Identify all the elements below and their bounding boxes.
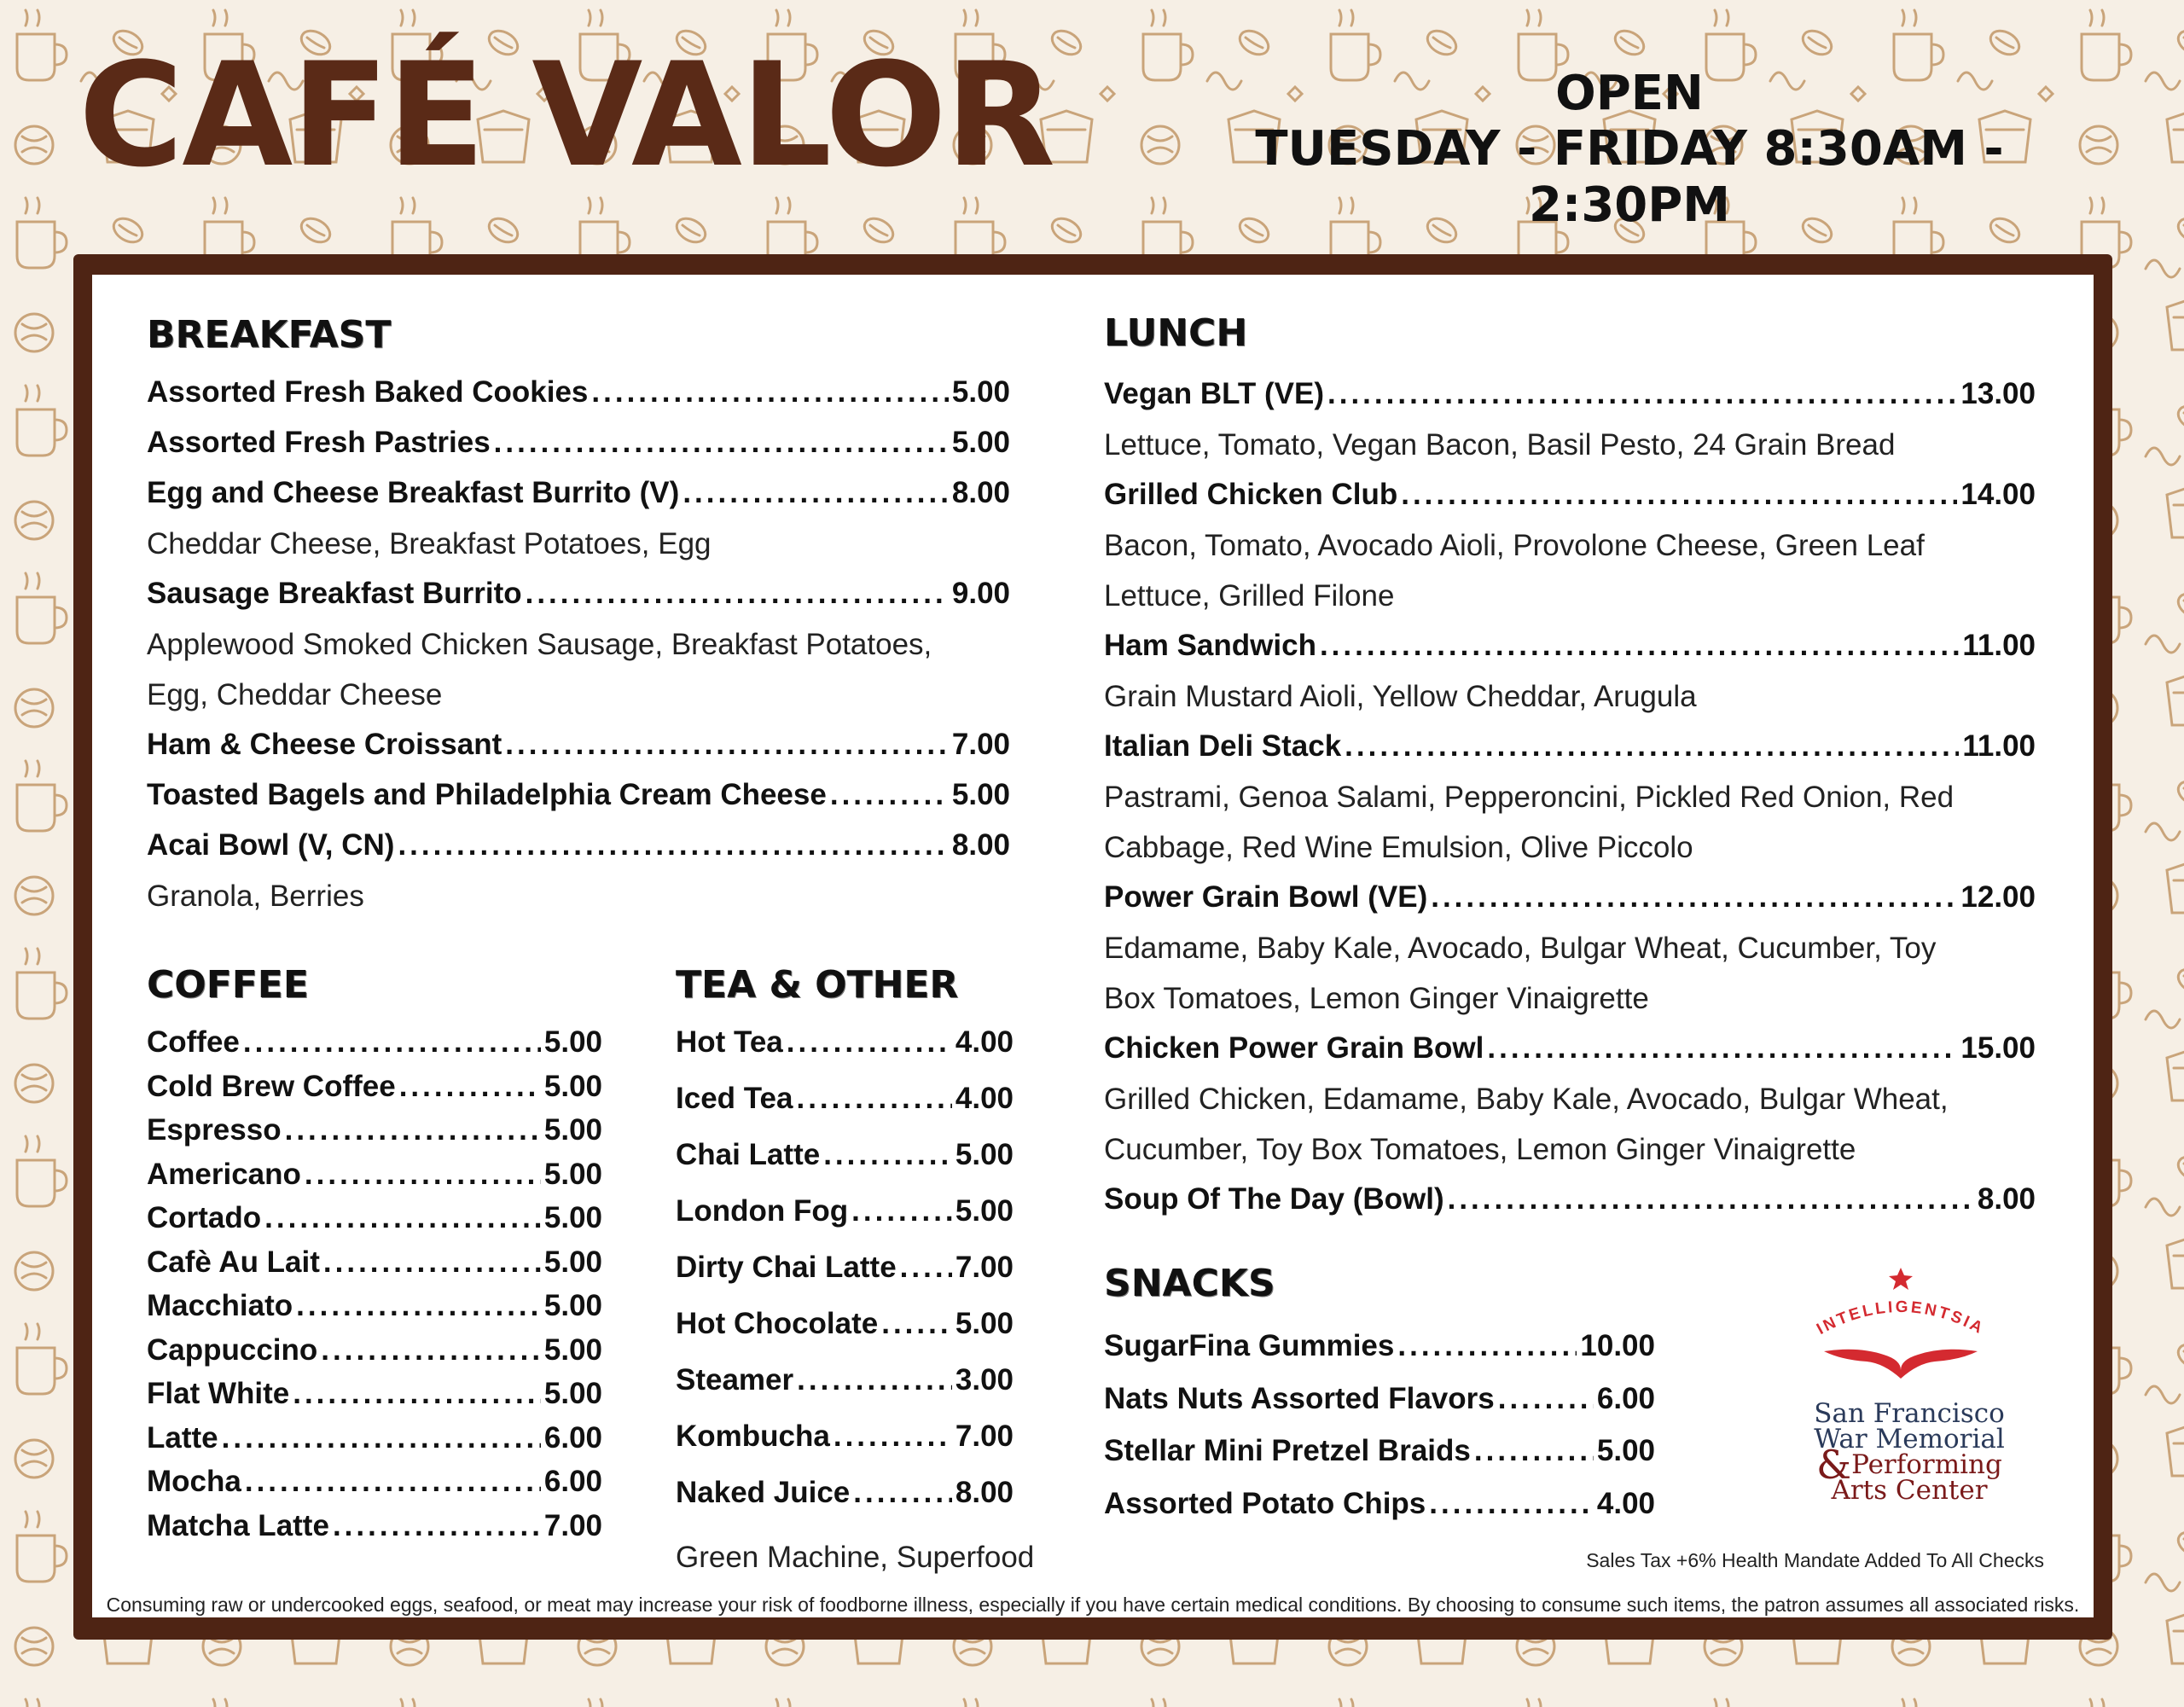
item-name: Kombucha (676, 1420, 830, 1453)
item-price: 8.00 (951, 476, 1010, 509)
dot-leader (1474, 1432, 1594, 1470)
item-price: 6.00 (543, 1420, 602, 1454)
item-description: Egg, Cheddar Cheese (147, 677, 443, 711)
breakfast-menu-item (147, 474, 1010, 512)
item-description: Cheddar Cheese, Breakfast Potatoes, Egg (147, 526, 712, 560)
cafe-title: CAFÉ VALOR (78, 32, 1054, 199)
item-price: 5.00 (1596, 1434, 1655, 1467)
lunch-menu-item (1104, 476, 2036, 514)
coffee-menu-item (147, 1287, 602, 1325)
dot-leader (1401, 476, 1957, 514)
item-price: 5.00 (951, 375, 1010, 409)
item-price: 9.00 (951, 577, 1010, 610)
item-name: Matcha Latte (147, 1508, 329, 1542)
sf-logo-line-2: War Memorial (1814, 1424, 2005, 1454)
tea-menu-item (676, 1193, 1014, 1230)
coffee-menu-item (147, 1156, 602, 1193)
item-name: Macchiato (147, 1289, 293, 1322)
item-description: Box Tomatoes, Lemon Ginger Vinaigrette (1104, 981, 1649, 1015)
snacks-section-title: SNACKS (1104, 1262, 1275, 1305)
dot-leader (245, 1463, 541, 1501)
breakfast-menu-item (147, 575, 1010, 613)
item-name: Cortado (147, 1201, 262, 1234)
dot-leader (682, 474, 949, 512)
item-price: 6.00 (543, 1465, 602, 1498)
sf-war-memorial-logo (1807, 1398, 2012, 1506)
item-price: 5.00 (951, 778, 1010, 811)
dot-leader (1320, 627, 1959, 665)
item-name: Latte (147, 1420, 218, 1454)
item-price: 5.00 (543, 1289, 602, 1322)
dot-leader (1487, 1030, 1957, 1067)
dot-leader (333, 1507, 541, 1545)
dot-leader (1431, 879, 1957, 916)
coffee-menu-item (147, 1507, 602, 1545)
item-name: Ham Sandwich (1104, 629, 1316, 662)
tea-menu-item (676, 1305, 1014, 1343)
item-price: 4.00 (955, 1082, 1014, 1115)
item-price: 8.00 (951, 828, 1010, 862)
tea-menu-item (676, 1136, 1014, 1174)
item-price: 5.00 (955, 1138, 1014, 1171)
dot-leader (1397, 1327, 1577, 1365)
sf-logo-line-1: San Francisco (1814, 1398, 2005, 1429)
item-description: Cabbage, Red Wine Emulsion, Olive Piccolo (1104, 830, 1693, 864)
tea-menu-item (676, 1024, 1014, 1061)
hours-text: TUESDAY - FRIDAY 8:30AM - 2:30PM (1255, 121, 2004, 233)
item-name: Power Grain Bowl (VE) (1104, 880, 1428, 914)
dot-leader (823, 1136, 952, 1174)
breakfast-menu-item (147, 726, 1010, 764)
item-name: SugarFina Gummies (1104, 1329, 1395, 1362)
dot-leader (830, 776, 949, 814)
item-name: Sausage Breakfast Burrito (147, 577, 522, 610)
coffee-menu-item (147, 1199, 602, 1237)
coffee-menu-item (147, 1112, 602, 1149)
item-name: Coffee (147, 1025, 240, 1059)
opening-hours (1177, 67, 2082, 234)
winged-heart-icon (1790, 1261, 2012, 1406)
dot-leader (1345, 728, 1959, 765)
dot-leader (1327, 375, 1957, 413)
item-description: Lettuce, Tomato, Vegan Bacon, Basil Pesto, 24 Grain Bread (1104, 427, 1896, 462)
breakfast-menu-item (147, 424, 1010, 462)
item-name: Toasted Bagels and Philadelphia Cream Cheese (147, 778, 827, 811)
item-name: Steamer (676, 1363, 794, 1396)
item-price: 5.00 (543, 1113, 602, 1147)
item-description: Green Machine, Superfood (676, 1541, 1035, 1574)
item-name: Assorted Potato Chips (1104, 1486, 1426, 1520)
item-name: Ham & Cheese Croissant (147, 728, 502, 761)
item-price: 12.00 (1960, 880, 2036, 914)
dot-leader (505, 726, 949, 764)
item-price: 5.00 (543, 1245, 602, 1279)
item-name: Assorted Fresh Baked Cookies (147, 375, 589, 409)
item-price: 7.00 (543, 1508, 602, 1542)
lunch-menu-item (1104, 728, 2036, 765)
item-description: Pastrami, Genoa Salami, Pepperoncini, Pickled Red Onion, Red (1104, 780, 1955, 814)
item-name: Hot Tea (676, 1025, 783, 1059)
coffee-menu-item (147, 1463, 602, 1501)
lunch-menu-item (1104, 375, 2036, 413)
dot-leader (796, 1080, 951, 1118)
tea-menu-item (676, 1418, 1014, 1455)
item-price: 5.00 (543, 1377, 602, 1410)
item-name: Flat White (147, 1377, 290, 1410)
snacks-menu-item (1104, 1380, 1655, 1418)
breakfast-menu-item (147, 827, 1010, 864)
item-price: 5.00 (543, 1201, 602, 1234)
intelligentsia-wordmark: INTELLIGENTSIA (1814, 1298, 1988, 1338)
item-price: 4.00 (955, 1025, 1014, 1059)
item-price: 5.00 (543, 1157, 602, 1191)
item-price: 10.00 (1580, 1329, 1655, 1362)
item-price: 5.00 (951, 426, 1010, 459)
item-name: Mocha (147, 1465, 241, 1498)
coffee-menu-item (147, 1024, 602, 1061)
item-name: Iced Tea (676, 1082, 793, 1115)
item-description: Grilled Chicken, Edamame, Baby Kale, Avocado, Bulgar Wheat, (1104, 1082, 1949, 1116)
dot-leader (797, 1362, 952, 1399)
food-safety-disclaimer: Consuming raw or undercooked eggs, seafood, or meat may increase your risk of foodborne illness, especially if you have certain medical conditions. By choosing to consume such items, the patron assumes all associated risks. (106, 1594, 2080, 1616)
dot-leader (1448, 1181, 1974, 1218)
dot-leader (321, 1332, 541, 1369)
item-price: 7.00 (955, 1420, 1014, 1453)
item-price: 3.00 (955, 1363, 1014, 1396)
item-name: Chicken Power Grain Bowl (1104, 1031, 1484, 1065)
dot-leader (526, 575, 949, 613)
tea-section-title: TEA & OTHER (676, 963, 959, 1007)
item-price: 13.00 (1960, 377, 2036, 410)
item-name: Hot Chocolate (676, 1307, 879, 1340)
sf-logo-line-3: Performing (1851, 1449, 2002, 1480)
item-name: Espresso (147, 1113, 282, 1147)
sf-logo-ampersand: & (1816, 1442, 1852, 1488)
dot-leader (399, 1068, 541, 1106)
dot-leader (264, 1199, 541, 1237)
item-name: London Fog (676, 1194, 849, 1228)
lunch-menu-item (1104, 1030, 2036, 1067)
item-name: Nats Nuts Assorted Flavors (1104, 1381, 1495, 1415)
item-name: Cafè Au Lait (147, 1245, 320, 1279)
item-name: Assorted Fresh Pastries (147, 426, 491, 459)
snacks-menu-item (1104, 1432, 1655, 1470)
dot-leader (1429, 1485, 1594, 1523)
dot-leader (222, 1420, 541, 1457)
item-description: Bacon, Tomato, Avocado Aioli, Provolone Cheese, Green Leaf (1104, 528, 1925, 562)
item-price: 5.00 (955, 1194, 1014, 1228)
open-label: OPEN (1555, 66, 1704, 121)
item-price: 7.00 (951, 728, 1010, 761)
dot-leader (591, 374, 948, 411)
item-description: Lettuce, Grilled Filone (1104, 578, 1395, 613)
snacks-menu-item (1104, 1327, 1655, 1365)
dot-leader (323, 1244, 541, 1281)
dot-leader (851, 1193, 952, 1230)
item-price: 5.00 (543, 1025, 602, 1059)
item-price: 15.00 (1960, 1031, 2036, 1065)
coffee-menu-item (147, 1375, 602, 1413)
tea-menu-item (676, 1249, 1014, 1286)
dot-leader (1498, 1380, 1594, 1418)
item-name: Cold Brew Coffee (147, 1069, 396, 1103)
lunch-menu-item (1104, 1181, 2036, 1218)
dot-leader (834, 1418, 952, 1455)
item-price: 5.00 (543, 1333, 602, 1367)
breakfast-menu-item (147, 374, 1010, 411)
dot-leader (305, 1156, 541, 1193)
dot-leader (787, 1024, 952, 1061)
item-price: 14.00 (1960, 478, 2036, 511)
item-price: 8.00 (955, 1476, 1014, 1509)
item-description: Cucumber, Toy Box Tomatoes, Lemon Ginger Vinaigrette (1104, 1132, 1856, 1166)
breakfast-menu-item (147, 776, 1010, 814)
coffee-menu-item (147, 1332, 602, 1369)
tea-menu-item (676, 1362, 1014, 1399)
item-name: Egg and Cheese Breakfast Burrito (V) (147, 476, 680, 509)
coffee-menu-item (147, 1244, 602, 1281)
dot-leader (398, 827, 948, 864)
tax-note: Sales Tax +6% Health Mandate Added To All Checks (1586, 1549, 2044, 1571)
breakfast-section-title: BREAKFAST (147, 313, 392, 357)
item-price: 5.00 (955, 1307, 1014, 1340)
dot-leader (285, 1112, 541, 1149)
item-name: Vegan BLT (VE) (1104, 377, 1324, 410)
dot-leader (243, 1024, 541, 1061)
item-description: Applewood Smoked Chicken Sausage, Breakfast Potatoes, (147, 627, 932, 661)
tea-menu-item (676, 1080, 1014, 1118)
item-price: 8.00 (1977, 1182, 2036, 1216)
item-name: Stellar Mini Pretzel Braids (1104, 1434, 1471, 1467)
item-price: 7.00 (955, 1251, 1014, 1284)
item-price: 6.00 (1596, 1381, 1655, 1415)
item-description: Grain Mustard Aioli, Yellow Cheddar, Arugula (1104, 679, 1697, 713)
dot-leader (900, 1249, 952, 1286)
item-description: Granola, Berries (147, 879, 364, 913)
item-name: Soup Of The Day (Bowl) (1104, 1182, 1444, 1216)
coffee-menu-item (147, 1068, 602, 1106)
dot-leader (881, 1305, 952, 1343)
item-name: Italian Deli Stack (1104, 729, 1342, 763)
coffee-section-title: COFFEE (147, 963, 309, 1007)
lunch-menu-item (1104, 627, 2036, 665)
sf-logo-line-4: Arts Center (1831, 1475, 1988, 1506)
item-price: 11.00 (1962, 629, 2036, 662)
tea-menu-item (676, 1474, 1014, 1512)
item-name: Chai Latte (676, 1138, 821, 1171)
dot-leader (853, 1474, 952, 1512)
item-name: Dirty Chai Latte (676, 1251, 897, 1284)
item-price: 4.00 (1596, 1486, 1655, 1520)
item-description: Edamame, Baby Kale, Avocado, Bulgar Wheat, Cucumber, Toy (1104, 931, 1937, 965)
item-name: Cappuccino (147, 1333, 318, 1367)
dot-leader (494, 424, 949, 462)
item-name: Acai Bowl (V, CN) (147, 828, 395, 862)
snacks-menu-item (1104, 1485, 1655, 1523)
item-price: 5.00 (543, 1069, 602, 1103)
item-name: Grilled Chicken Club (1104, 478, 1398, 511)
item-name: Americano (147, 1157, 301, 1191)
item-price: 11.00 (1962, 729, 2036, 763)
dot-leader (296, 1287, 541, 1325)
lunch-section-title: LUNCH (1104, 311, 1248, 355)
coffee-menu-item (147, 1420, 602, 1457)
item-name: Naked Juice (676, 1476, 851, 1509)
lunch-menu-item (1104, 879, 2036, 916)
svg-text:INTELLIGENTSIA (1814, 1298, 1988, 1338)
dot-leader (293, 1375, 541, 1413)
